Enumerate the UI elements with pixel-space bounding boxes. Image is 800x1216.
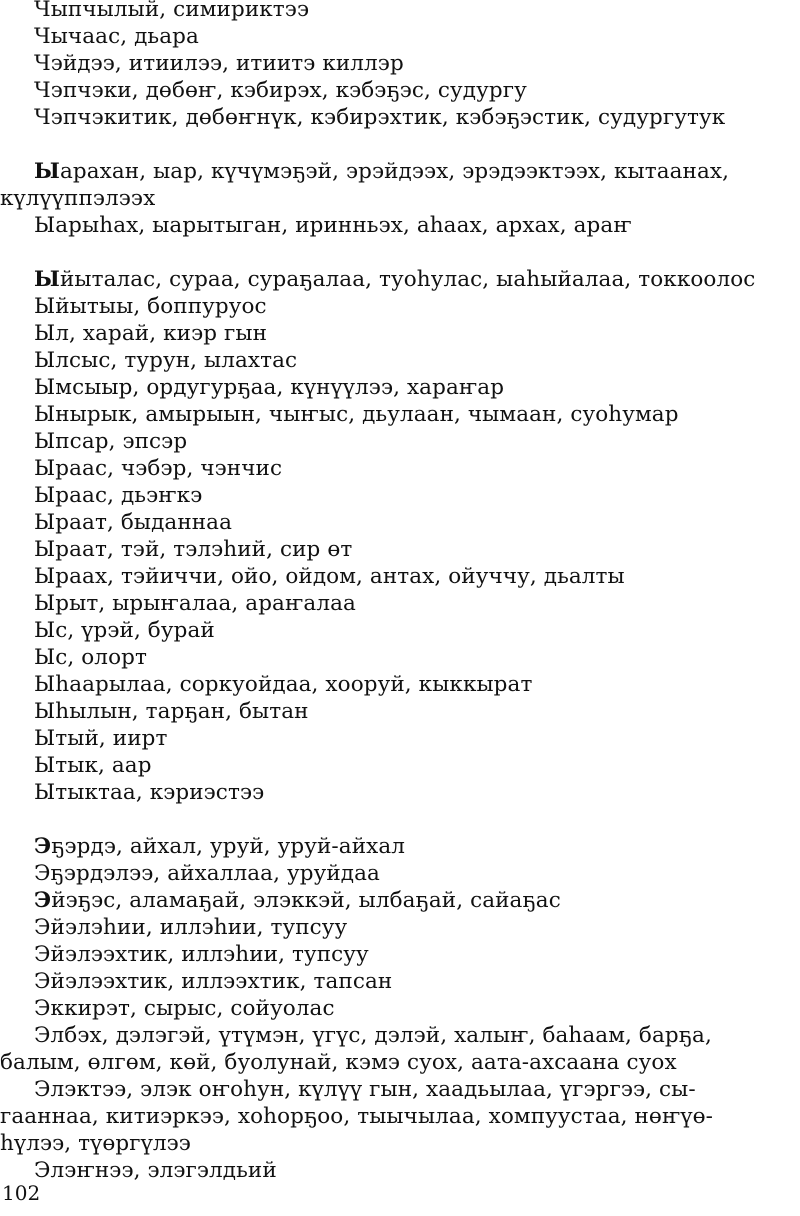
block-gap xyxy=(0,131,800,158)
block-gap xyxy=(0,239,800,266)
entry-text: Ыпсар, эпсэр xyxy=(34,429,188,454)
synonym-entry xyxy=(0,320,800,347)
entry-line xyxy=(0,50,800,77)
entry-initial-letter: Э xyxy=(34,888,52,913)
synonym-entry xyxy=(0,671,800,698)
entry-initial-letter: Ы xyxy=(34,159,60,184)
entry-line xyxy=(0,1157,800,1184)
entry-line xyxy=(0,671,800,698)
entry-text: Ыйытыы, боппуруос xyxy=(34,294,267,319)
entry-text: Ытык, аар xyxy=(34,753,152,778)
entry-line xyxy=(0,158,800,185)
entry-line xyxy=(0,968,800,995)
synonym-entry xyxy=(0,995,800,1022)
entry-text: Эйэлэһии, иллэһии, тупсуу xyxy=(34,915,348,940)
synonym-entry xyxy=(0,428,800,455)
entry-text: Ыһылын, тарҕан, бытан xyxy=(34,699,309,724)
synonym-entry xyxy=(0,860,800,887)
entry-text: Эйэлээхтик, иллэһии, тупсуу xyxy=(34,942,369,967)
entry-line xyxy=(0,0,800,23)
synonym-entry xyxy=(0,725,800,752)
entry-continuation-line xyxy=(0,185,800,212)
entry-text: Ынырык, амырыын, чыҥыс, дьулаан, чымаан, суоһумар xyxy=(34,402,679,427)
entry-line xyxy=(0,482,800,509)
entry-text: Ырыт, ырыҥалаа, араҥалаа xyxy=(34,591,356,616)
synonym-entry xyxy=(0,617,800,644)
synonym-entry xyxy=(0,1076,800,1157)
entry-text: Ыраас, дьэҥкэ xyxy=(34,483,203,508)
entry-line xyxy=(0,455,800,482)
entry-line xyxy=(0,293,800,320)
entry-line xyxy=(0,320,800,347)
entry-line xyxy=(0,401,800,428)
entry-line xyxy=(0,941,800,968)
entry-text: Элэктээ, элэк оҥоһун, күлүү гын, хаадьылаа, үгэргээ, сы- xyxy=(34,1077,696,1102)
entry-text: Ыс, олорт xyxy=(34,645,147,670)
entry-initial-letter: Э xyxy=(34,834,52,859)
synonym-entry xyxy=(0,644,800,671)
entry-line xyxy=(0,617,800,644)
entry-line xyxy=(0,644,800,671)
synonym-entry xyxy=(0,77,800,104)
synonym-entry xyxy=(0,401,800,428)
synonym-entry xyxy=(0,266,800,293)
entry-initial-letter: Ы xyxy=(34,267,60,292)
entry-text: Ыраат, быданнаа xyxy=(34,510,233,535)
entry-text: Чыпчылый, симириктээ xyxy=(34,0,310,22)
entry-text: күлүүппэлээх xyxy=(0,186,156,211)
entry-text: арахан, ыар, күчүмэҕэй, эрэйдээх, эрэдээктээх, кытаанах, xyxy=(59,159,730,184)
synonym-entry xyxy=(0,941,800,968)
synonym-entry xyxy=(0,158,800,212)
synonym-entry xyxy=(0,212,800,239)
entry-line xyxy=(0,698,800,725)
entry-line xyxy=(0,104,800,131)
entry-text: йыталас, сураа, сураҕалаа, туоһулас, ыаһыйалаа, токкоолос xyxy=(59,267,756,292)
entry-text: Ыраас, чэбэр, чэнчис xyxy=(34,456,283,481)
entry-text: Элбэх, дэлэгэй, үтүмэн, үгүс, дэлэй, халыҥ, баһаам, барҕа, xyxy=(34,1023,712,1048)
entry-text: Чэпчэки, дөбөҥ, кэбирэх, кэбэҕэс, судургу xyxy=(34,78,527,103)
synonym-entry xyxy=(0,374,800,401)
synonym-entry xyxy=(0,1022,800,1076)
synonym-entry xyxy=(0,347,800,374)
entry-text: гааннаа, китиэркээ, хоһорҕоо, тыычылаа, хомпуустаа, нөҥүө- xyxy=(0,1104,714,1129)
synonym-entry xyxy=(0,698,800,725)
entry-text: һүлээ, түөргүлээ xyxy=(0,1131,191,1156)
entry-text: Чэйдээ, итиилээ, итиитэ киллэр xyxy=(34,51,404,76)
entry-line xyxy=(0,509,800,536)
entry-text: ҕэрдэ, айхал, уруй, уруй-айхал xyxy=(51,834,406,859)
synonym-entry xyxy=(0,293,800,320)
entry-text: Ыарыһах, ыарытыган, иринньэх, аһаах, архах, араҥ xyxy=(34,213,632,238)
entry-line xyxy=(0,1076,800,1103)
entry-text: балым, өлгөм, көй, буолунай, кэмэ суох, аата-ахсаана суох xyxy=(0,1050,677,1075)
entry-line xyxy=(0,725,800,752)
entry-line xyxy=(0,77,800,104)
entry-text: Чэпчэкитик, дөбөҥнүк, кэбирэхтик, кэбэҕэстик, судургутук xyxy=(34,105,726,130)
entry-line xyxy=(0,23,800,50)
synonym-entry xyxy=(0,509,800,536)
synonym-entry xyxy=(0,968,800,995)
entry-line xyxy=(0,266,800,293)
entry-text: Ылсыс, турун, ылахтас xyxy=(34,348,298,373)
synonym-entry xyxy=(0,50,800,77)
synonym-entry xyxy=(0,833,800,860)
entry-line xyxy=(0,752,800,779)
entry-line xyxy=(0,212,800,239)
entry-continuation-line xyxy=(0,1049,800,1076)
entry-continuation-line xyxy=(0,1103,800,1130)
entry-text: Ыс, үрэй, бурай xyxy=(34,618,215,643)
synonym-entry xyxy=(0,887,800,914)
entry-line xyxy=(0,779,800,806)
entry-text: Чычаас, дьара xyxy=(34,24,199,49)
synonym-entry xyxy=(0,104,800,131)
entry-text: Элэҥнээ, элэгэлдьий xyxy=(34,1158,277,1183)
entry-text: Эккирэт, сырыс, сойуолас xyxy=(34,996,335,1021)
entry-line xyxy=(0,536,800,563)
entry-line xyxy=(0,590,800,617)
entry-line xyxy=(0,1022,800,1049)
synonym-entry xyxy=(0,779,800,806)
entry-line xyxy=(0,860,800,887)
synonym-entry xyxy=(0,914,800,941)
entry-text: йэҕэс, аламаҕай, элэккэй, ылбаҕай, сайаҕас xyxy=(51,888,561,913)
synonym-entry xyxy=(0,455,800,482)
synonym-entry xyxy=(0,563,800,590)
synonym-entry xyxy=(0,590,800,617)
entry-text: Эйэлээхтик, иллээхтик, тапсан xyxy=(34,969,393,994)
entry-text: Ытыктаа, кэриэстээ xyxy=(34,780,265,805)
entry-line xyxy=(0,428,800,455)
entry-continuation-line xyxy=(0,1130,800,1157)
entry-line xyxy=(0,995,800,1022)
entry-line xyxy=(0,563,800,590)
synonym-entry xyxy=(0,482,800,509)
entry-line xyxy=(0,374,800,401)
entry-line xyxy=(0,914,800,941)
synonym-entry xyxy=(0,752,800,779)
entry-line xyxy=(0,833,800,860)
synonym-entry xyxy=(0,1157,800,1184)
entry-text: Эҕэрдэлээ, айхаллаа, уруйдаа xyxy=(34,861,380,886)
entry-text: Ымсыыр, ордугурҕаа, күнүүлээ, хараҥар xyxy=(34,375,505,400)
block-gap xyxy=(0,806,800,833)
entry-text: Ыһаарылаа, соркуойдаа, хооруй, кыккырат xyxy=(34,672,533,697)
entry-text: Ыраат, тэй, тэлэһий, сир өт xyxy=(34,537,353,562)
synonym-entry xyxy=(0,0,800,23)
entry-text: Ыл, харай, киэр гын xyxy=(34,321,268,346)
entry-text: Ытый, иирт xyxy=(34,726,168,751)
entry-line xyxy=(0,887,800,914)
synonym-entry xyxy=(0,536,800,563)
synonym-entry xyxy=(0,23,800,50)
page-number: 102 xyxy=(2,1181,41,1205)
entry-line xyxy=(0,347,800,374)
entry-text: Ыраах, тэйиччи, ойо, ойдом, антах, ойуччу, дьалты xyxy=(34,564,625,589)
